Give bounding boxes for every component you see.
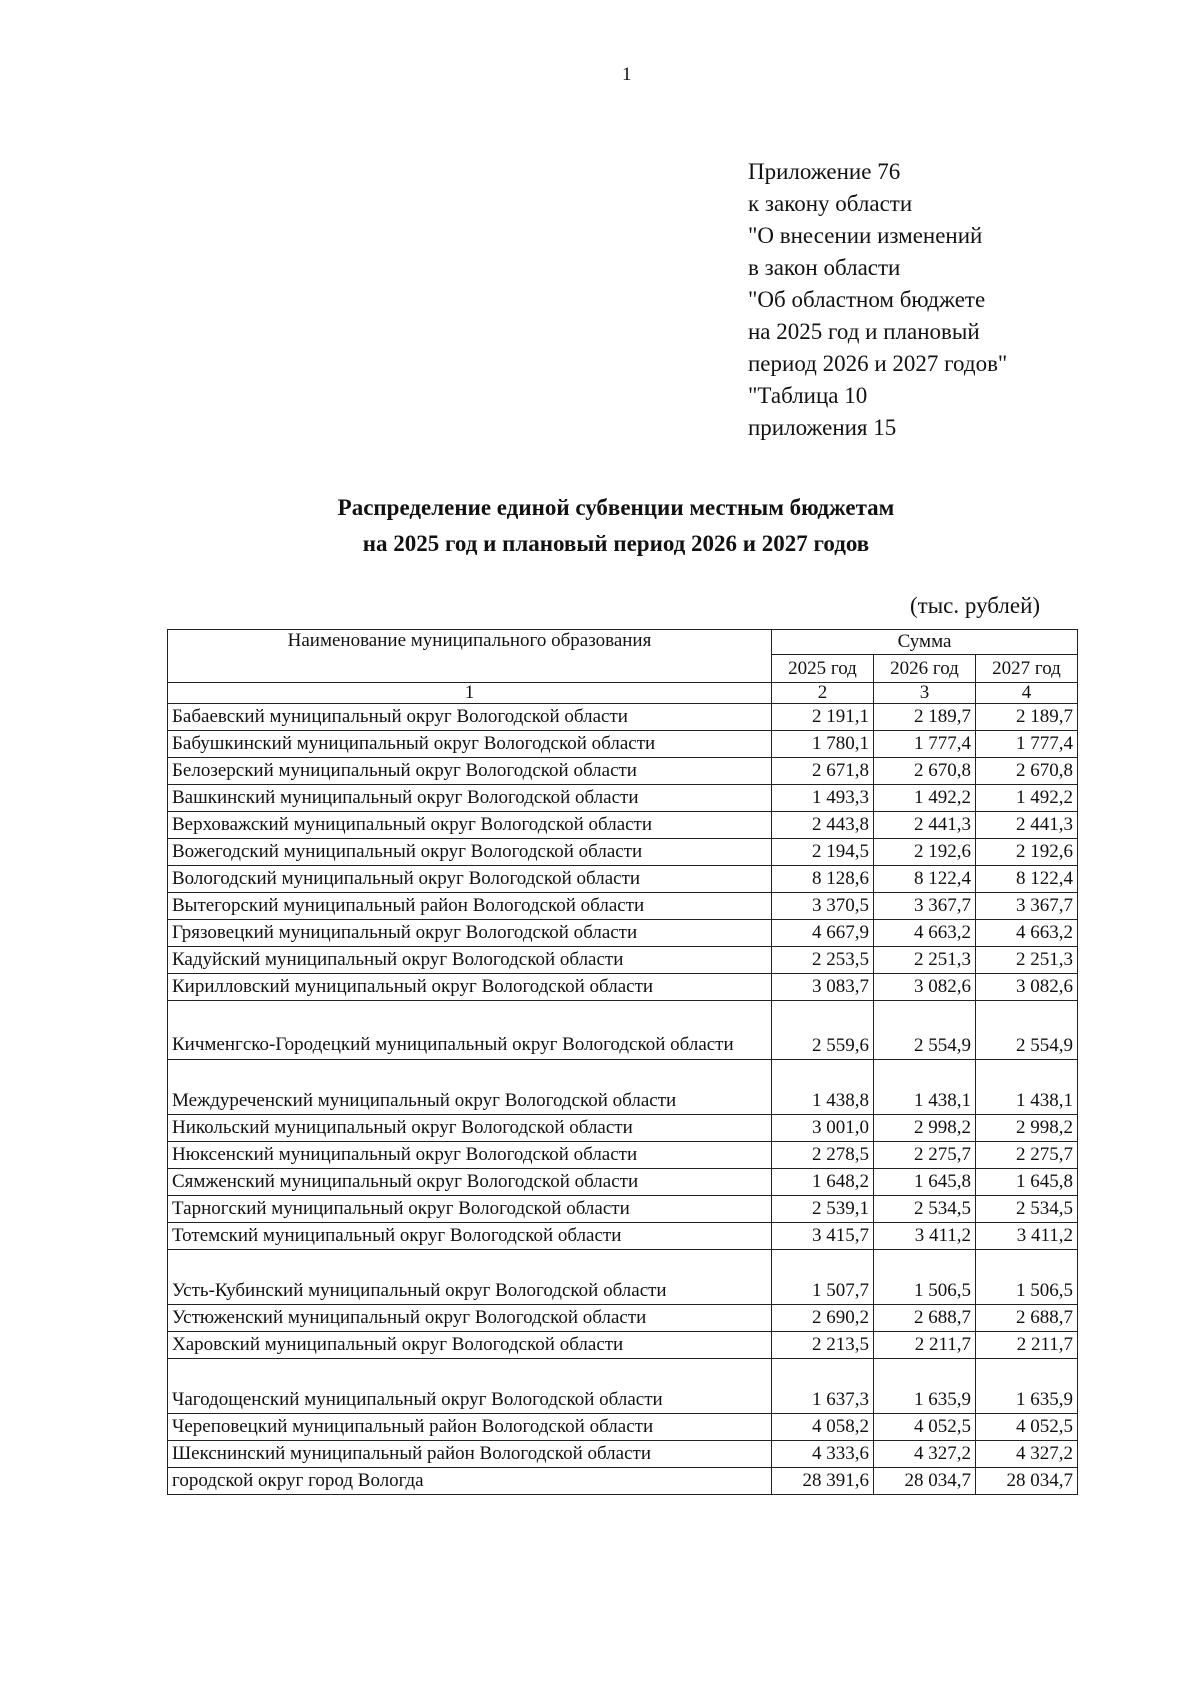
amount-2026: 1 438,1 (874, 1060, 976, 1115)
table-row (168, 1169, 1078, 1196)
amount-2027: 1 635,9 (976, 1359, 1078, 1414)
column-number: 2 (772, 683, 874, 704)
municipality-name: Белозерский муниципальный округ Вологодской области (168, 758, 772, 785)
column-number: 1 (168, 683, 772, 704)
amount-2027: 4 052,5 (976, 1414, 1078, 1441)
amount-2025: 2 443,8 (772, 812, 874, 839)
header-year-2027: 2027 год (976, 655, 1078, 683)
units-label: (тыс. рублей) (910, 593, 1041, 618)
amount-2025: 1 507,7 (772, 1250, 874, 1305)
appendix-line: к закону области (748, 191, 913, 216)
amount-2026: 3 082,6 (874, 974, 976, 1001)
amount-2026: 28 034,7 (874, 1468, 976, 1495)
amount-2027: 3 411,2 (976, 1223, 1078, 1250)
table-row (168, 866, 1078, 893)
column-number: 3 (874, 683, 976, 704)
table-row (168, 1332, 1078, 1359)
table-row (168, 731, 1078, 758)
amount-2027: 2 275,7 (976, 1142, 1078, 1169)
amount-2027: 3 082,6 (976, 974, 1078, 1001)
table-row (168, 893, 1078, 920)
amount-2025: 1 493,3 (772, 785, 874, 812)
amount-2025: 3 001,0 (772, 1115, 874, 1142)
amount-2025: 1 648,2 (772, 1169, 874, 1196)
municipality-name: Вытегорский муниципальный район Вологодской области (168, 893, 772, 920)
amount-2026: 2 670,8 (874, 758, 976, 785)
table-row (168, 1414, 1078, 1441)
municipality-name: Бабаевский муниципальный округ Вологодской области (168, 704, 772, 731)
table-row (168, 812, 1078, 839)
title-line-1: Распределение единой субвенции местным бюджетам (337, 495, 895, 520)
table-row (168, 1115, 1078, 1142)
amount-2027: 2 534,5 (976, 1196, 1078, 1223)
table-row (168, 1305, 1078, 1332)
amount-2025: 4 667,9 (772, 920, 874, 947)
amount-2026: 2 688,7 (874, 1305, 976, 1332)
municipality-name: Чагодощенский муниципальный округ Вологодской области (168, 1359, 772, 1414)
amount-2026: 1 492,2 (874, 785, 976, 812)
amount-2025: 4 333,6 (772, 1441, 874, 1468)
amount-2027: 3 367,7 (976, 893, 1078, 920)
amount-2026: 1 635,9 (874, 1359, 976, 1414)
appendix-note (748, 156, 1007, 444)
amount-2026: 4 663,2 (874, 920, 976, 947)
municipality-name: Кадуйский муниципальный округ Вологодской области (168, 947, 772, 974)
header-year-2025: 2025 год (772, 655, 874, 683)
amount-2025: 2 191,1 (772, 704, 874, 731)
table-row (168, 1060, 1078, 1115)
municipality-name: Никольский муниципальный округ Вологодской области (168, 1115, 772, 1142)
table-row (168, 1223, 1078, 1250)
document-title (200, 490, 1032, 562)
amount-2026: 2 189,7 (874, 704, 976, 731)
table-row (168, 758, 1078, 785)
appendix-line: "О внесении изменений (748, 223, 983, 248)
amount-2027: 28 034,7 (976, 1468, 1078, 1495)
amount-2027: 2 211,7 (976, 1332, 1078, 1359)
amount-2027: 2 998,2 (976, 1115, 1078, 1142)
amount-2025: 2 278,5 (772, 1142, 874, 1169)
amount-2025: 28 391,6 (772, 1468, 874, 1495)
amount-2026: 2 192,6 (874, 839, 976, 866)
amount-2027: 4 327,2 (976, 1441, 1078, 1468)
amount-2025: 4 058,2 (772, 1414, 874, 1441)
table-row (168, 785, 1078, 812)
table-row (168, 920, 1078, 947)
amount-2026: 8 122,4 (874, 866, 976, 893)
amount-2025: 2 194,5 (772, 839, 874, 866)
amount-2026: 2 251,3 (874, 947, 976, 974)
table-row (168, 839, 1078, 866)
amount-2026: 1 777,4 (874, 731, 976, 758)
table-row (168, 1441, 1078, 1468)
amount-2027: 2 688,7 (976, 1305, 1078, 1332)
header-name: Наименование муниципального образования (168, 630, 772, 683)
amount-2027: 1 506,5 (976, 1250, 1078, 1305)
amount-2025: 2 671,8 (772, 758, 874, 785)
municipality-name: Сямженский муниципальный округ Вологодской области (168, 1169, 772, 1196)
municipality-name: Кичменгско-Городецкий муниципальный округ Вологодской области (168, 1001, 772, 1060)
municipality-name: Вашкинский муниципальный округ Вологодской области (168, 785, 772, 812)
municipality-name: Устюженский муниципальный округ Вологодской области (168, 1305, 772, 1332)
table-row (168, 947, 1078, 974)
subvention-table (167, 629, 1078, 1495)
amount-2025: 3 415,7 (772, 1223, 874, 1250)
amount-2025: 2 213,5 (772, 1332, 874, 1359)
appendix-line: на 2025 год и плановый (748, 319, 980, 344)
appendix-line: "Об областном бюджете (748, 287, 986, 312)
amount-2026: 4 052,5 (874, 1414, 976, 1441)
amount-2027: 1 645,8 (976, 1169, 1078, 1196)
table-row (168, 1250, 1078, 1305)
amount-2025: 1 637,3 (772, 1359, 874, 1414)
municipality-name: Нюксенский муниципальный округ Вологодской области (168, 1142, 772, 1169)
municipality-name: Бабушкинский муниципальный округ Вологодской области (168, 731, 772, 758)
municipality-name: Тарногский муниципальный округ Вологодской области (168, 1196, 772, 1223)
amount-2027: 1 777,4 (976, 731, 1078, 758)
header-sum: Сумма (772, 630, 1078, 655)
appendix-line: Приложение 76 (748, 159, 901, 184)
amount-2027: 2 441,3 (976, 812, 1078, 839)
title-line-2: на 2025 год и плановый период 2026 и 2027 годов (362, 531, 870, 556)
amount-2027: 2 192,6 (976, 839, 1078, 866)
amount-2027: 8 122,4 (976, 866, 1078, 893)
page-number: 1 (622, 64, 632, 85)
amount-2027: 2 554,9 (976, 1001, 1078, 1060)
table-row (168, 1468, 1078, 1495)
amount-2027: 2 189,7 (976, 704, 1078, 731)
table-row (168, 1359, 1078, 1414)
table-row (168, 1001, 1078, 1060)
municipality-name: Череповецкий муниципальный район Вологодской области (168, 1414, 772, 1441)
appendix-line: приложения 15 (748, 415, 897, 440)
amount-2026: 2 441,3 (874, 812, 976, 839)
appendix-line: "Таблица 10 (748, 383, 868, 408)
municipality-name: Грязовецкий муниципальный округ Вологодской области (168, 920, 772, 947)
amount-2027: 2 670,8 (976, 758, 1078, 785)
municipality-name: Шекснинский муниципальный район Вологодской области (168, 1441, 772, 1468)
amount-2025: 1 438,8 (772, 1060, 874, 1115)
amount-2026: 2 554,9 (874, 1001, 976, 1060)
amount-2026: 2 998,2 (874, 1115, 976, 1142)
appendix-line: в закон области (748, 255, 901, 280)
amount-2025: 2 539,1 (772, 1196, 874, 1223)
table-row (168, 1142, 1078, 1169)
table-row (168, 974, 1078, 1001)
amount-2027: 2 251,3 (976, 947, 1078, 974)
amount-2025: 3 370,5 (772, 893, 874, 920)
header-year-2026: 2026 год (874, 655, 976, 683)
municipality-name: Вологодский муниципальный округ Вологодской области (168, 866, 772, 893)
amount-2025: 2 690,2 (772, 1305, 874, 1332)
amount-2027: 4 663,2 (976, 920, 1078, 947)
municipality-name: Вожегодский муниципальный округ Вологодской области (168, 839, 772, 866)
amount-2026: 4 327,2 (874, 1441, 976, 1468)
municipality-name: Усть-Кубинский муниципальный округ Вологодской области (168, 1250, 772, 1305)
column-number: 4 (976, 683, 1078, 704)
amount-2026: 2 275,7 (874, 1142, 976, 1169)
municipality-name: Кирилловский муниципальный округ Вологодской области (168, 974, 772, 1001)
amount-2026: 3 411,2 (874, 1223, 976, 1250)
amount-2026: 1 506,5 (874, 1250, 976, 1305)
amount-2026: 2 534,5 (874, 1196, 976, 1223)
municipality-name: Харовский муниципальный округ Вологодской области (168, 1332, 772, 1359)
amount-2025: 3 083,7 (772, 974, 874, 1001)
amount-2027: 1 492,2 (976, 785, 1078, 812)
amount-2025: 1 780,1 (772, 731, 874, 758)
municipality-name: Тотемский муниципальный округ Вологодской области (168, 1223, 772, 1250)
amount-2025: 2 559,6 (772, 1001, 874, 1060)
table-row (168, 1196, 1078, 1223)
amount-2026: 2 211,7 (874, 1332, 976, 1359)
amount-2026: 1 645,8 (874, 1169, 976, 1196)
appendix-line: период 2026 и 2027 годов" (748, 351, 1008, 376)
municipality-name: городской округ город Вологда (168, 1468, 772, 1495)
amount-2025: 2 253,5 (772, 947, 874, 974)
amount-2025: 8 128,6 (772, 866, 874, 893)
municipality-name: Верховажский муниципальный округ Вологодской области (168, 812, 772, 839)
amount-2027: 1 438,1 (976, 1060, 1078, 1115)
municipality-name: Междуреченский муниципальный округ Вологодской области (168, 1060, 772, 1115)
amount-2026: 3 367,7 (874, 893, 976, 920)
table-row (168, 704, 1078, 731)
